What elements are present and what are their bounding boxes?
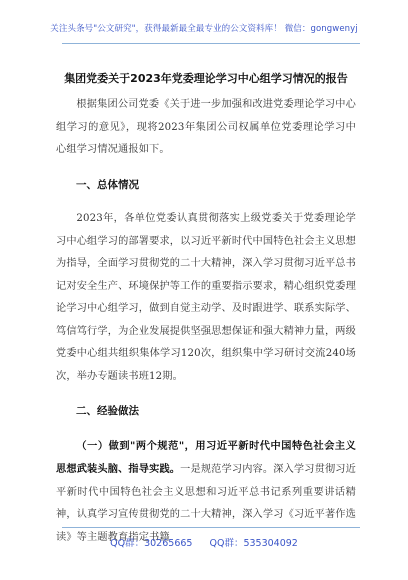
footer-divider (62, 527, 360, 528)
header-divider (62, 43, 360, 44)
qq-group-2: QQ群：535304092 (209, 538, 298, 549)
section-heading-experience: 二、经验做法 (76, 405, 139, 417)
section-heading-overview: 一、总体情况 (76, 178, 139, 191)
overview-paragraph: 2023年，各单位党委认真贯彻落实上级党委关于党委理论学习中心组学习的部署要求，以习近平新时代中国特色社会主义思想为指导，全面学习贯彻党的二十大精神，深入学习贯彻习近平总书记对安全生产、环境保护等工作的重要指示要求，精心组织党委理论学习中心组学习，做到自觉主动学、及时跟进学、联系实际学、笃信笃行学，为企业发展提供坚强思想保证和强大精神力量，两级党委中心组共组织集体学习120次，组织集中学习研讨交流240场次，举办专题读书班12期。 (56, 213, 356, 382)
intro-paragraph: 根据集团公司党委《关于进一步加强和改进党委理论学习中心组学习的意见》，现将2023年集团公司权属单位党委理论学习中心组学习情况通报如下。 (56, 99, 356, 155)
banner-text: 关注头条号"公文研究"，获得最新最全最专业的公文资料库！ 微信：gongwenyj (50, 24, 358, 34)
document-title: 集团党委关于2023年党委理论学习中心组学习情况的报告 (64, 72, 348, 85)
document-body (56, 70, 356, 549)
qq-group-1: QQ群：30265665 (110, 538, 193, 549)
subsection-body: 一是规范学习内容。深入学习贯彻习近平新时代中国特色社会主义思想和习近平总书记系列重要讲话精神，认真学习宣传贯彻党的二十大精神，深入学习《习近平著作选读》等主题教育指定书籍 (56, 464, 356, 543)
footer (0, 535, 408, 549)
experience-paragraph (56, 435, 356, 550)
subsection-title: （一）做到"两个规范"，用习近平新时代中国特色社会主义思想武装头脑、指导实践。 (56, 439, 356, 475)
